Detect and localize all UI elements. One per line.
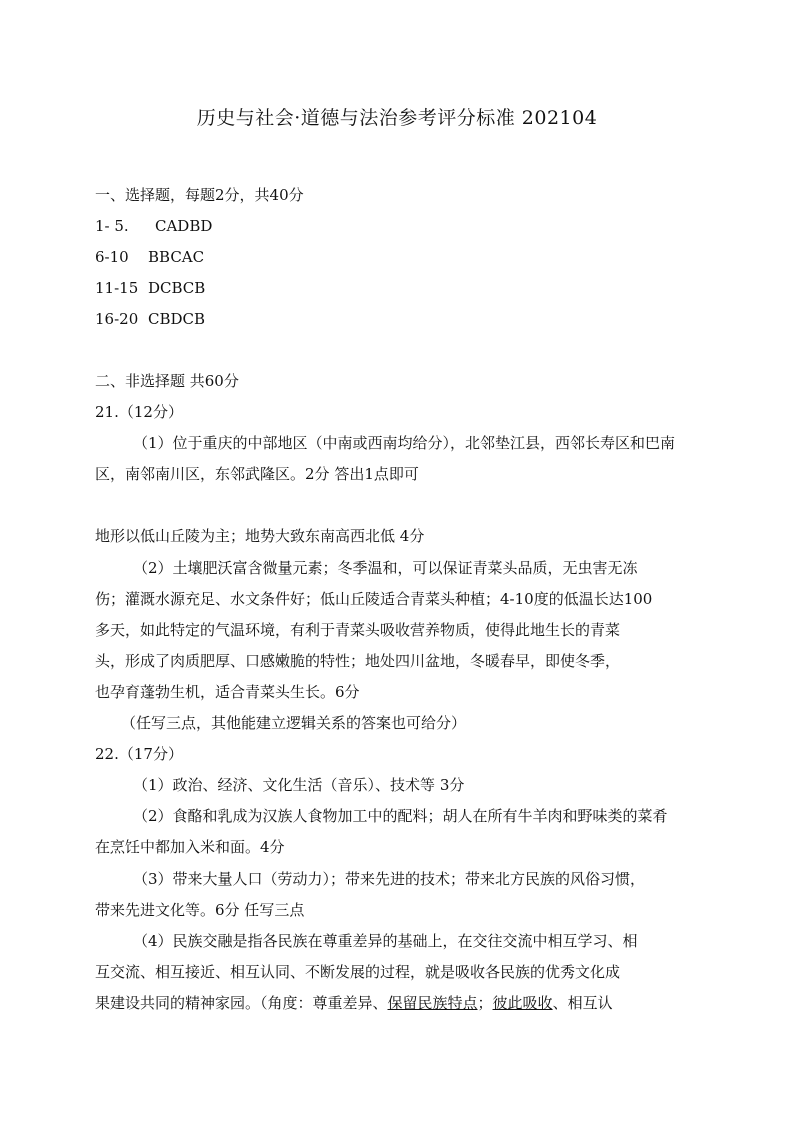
page-title: 历史与社会·道德与法治参考评分标准 202104 xyxy=(196,107,598,129)
q22-part1: （1）政治、经济、文化生活（音乐）、技术等 3分 xyxy=(133,776,465,794)
answer-letters: CADBD xyxy=(155,217,213,235)
q21-part2: 头，形成了肉质肥厚、口感嫩脆的特性；地处四川盆地，冬暖春早，即使冬季， xyxy=(95,652,621,670)
q22-part4: （4）民族交融是指各民族在尊重差异的基础上，在交往交流中相互学习、相 xyxy=(133,932,638,950)
section2-heading: 二、非选择题 共60分 xyxy=(95,372,239,390)
q21-part2: 也孕育蓬勃生机，适合青菜头生长。6分 xyxy=(95,683,360,701)
answer-range: 16-20 xyxy=(95,310,139,328)
section1-heading: 一、选择题，每题2分，共40分 xyxy=(95,186,304,204)
q21-part1: 地形以低山丘陵为主；地势大致东南高西北低 4分 xyxy=(95,527,425,545)
answer-range: 1- 5. xyxy=(95,217,129,235)
q22-text: ； xyxy=(477,994,493,1012)
q21-note: （任写三点，其他能建立逻辑关系的答案也可给分） xyxy=(121,714,467,732)
q22-label: 22.（17分） xyxy=(95,745,183,763)
q22-text: 果建设共同的精神家园。（角度：尊重差异、 xyxy=(95,994,388,1012)
q21-part1: （1）位于重庆的中部地区（中南或西南均给分），北邻垫江县，西邻长寿区和巴南 xyxy=(133,434,676,452)
q21-part2: （2）土壤肥沃富含微量元素；冬季温和，可以保证青菜头品质，无虫害无冻 xyxy=(133,559,638,577)
answer-letters: BBCAC xyxy=(148,248,205,266)
underlined-term: 保留民族特点 xyxy=(387,994,478,1012)
q21-part2: 伤；灌溉水源充足、水文条件好；低山丘陵适合青菜头种植；4-10度的低温长达100 xyxy=(95,590,653,608)
answer-range: 6-10 xyxy=(95,248,129,266)
underlined-term: 彼此吸收 xyxy=(492,994,553,1012)
answer-row xyxy=(95,309,205,329)
q22-part3: （3）带来大量人口（劳动力）；带来先进的技术；带来北方民族的风俗习惯， xyxy=(133,870,646,888)
q22-part2: 在烹饪中都加入米和面。4分 xyxy=(95,838,285,856)
q22-part4 xyxy=(95,993,613,1013)
answer-row xyxy=(95,216,212,236)
q21-part1: 区，南邻南川区，东邻武隆区。2分 答出1点即可 xyxy=(95,465,419,483)
q22-part2: （2）食酪和乳成为汉族人食物加工中的配料；胡人在所有牛羊肉和野味类的菜肴 xyxy=(133,807,668,825)
q21-part2: 多天，如此特定的气温环境，有利于青菜头吸收营养物质，使得此地生长的青菜 xyxy=(95,621,621,639)
q22-part3: 带来先进文化等。6分 任写三点 xyxy=(95,901,305,919)
q22-part4: 互交流、相互接近、相互认同、不断发展的过程，就是吸收各民族的优秀文化成 xyxy=(95,963,621,981)
answer-row xyxy=(95,247,204,267)
answer-row xyxy=(95,278,205,298)
q21-label: 21.（12分） xyxy=(95,403,183,421)
answer-letters: DCBCB xyxy=(148,279,206,297)
answer-letters: CBDCB xyxy=(148,310,206,328)
answer-range: 11-15 xyxy=(95,279,139,297)
q22-text: 、相互认 xyxy=(552,994,613,1012)
